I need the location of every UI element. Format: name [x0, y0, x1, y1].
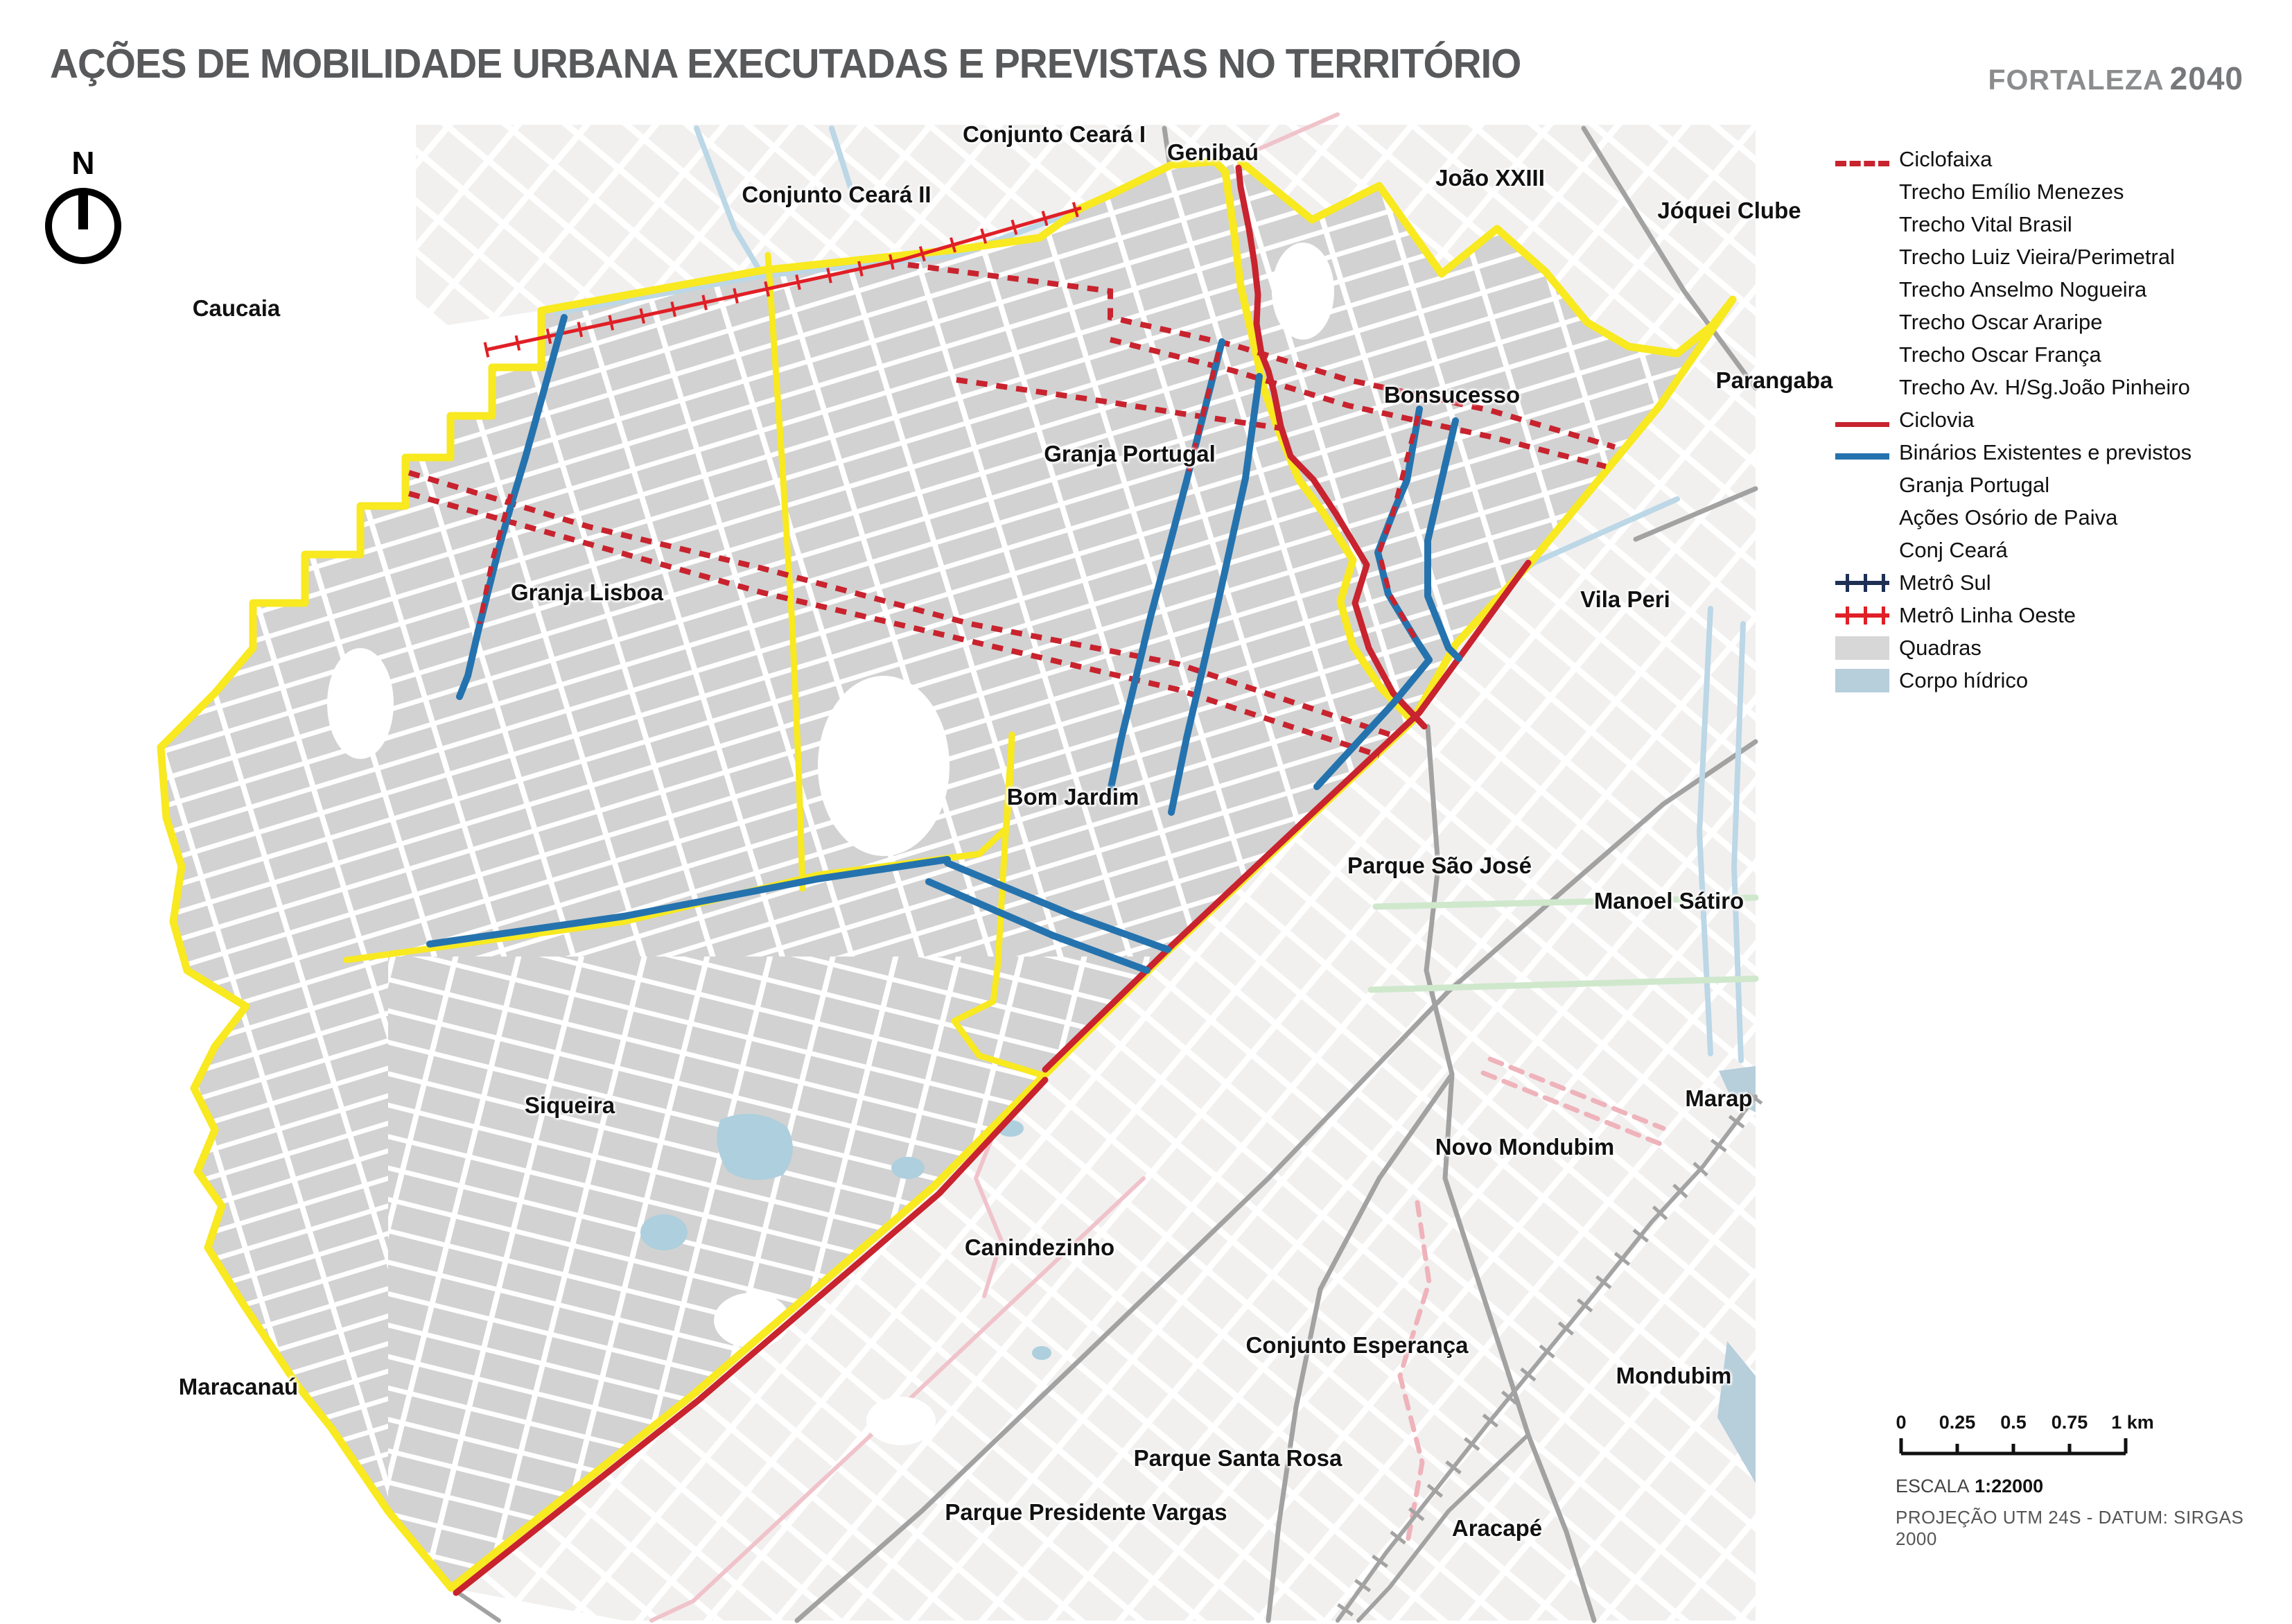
legend-row [1835, 143, 2279, 175]
legend-symbol-icon [1835, 311, 1889, 334]
legend-label: Conj Ceará [1899, 537, 2008, 562]
map-label: Parangaba [1715, 367, 1833, 393]
legend-symbol-icon [1835, 343, 1889, 367]
legend-row [1835, 403, 2279, 436]
legend-row [1835, 501, 2279, 534]
map-label: Parque Santa Rosa [1133, 1445, 1342, 1471]
map-label: Conjunto Ceará II [742, 182, 931, 207]
map-label: Siqueira [524, 1092, 615, 1118]
page-title: AÇÕES DE MOBILIDADE URBANA EXECUTADAS E PREVISTAS NO TERRITÓRIO [50, 41, 1521, 87]
map-label: Novo Mondubim [1435, 1134, 1615, 1160]
legend-label: Trecho Oscar Araripe [1899, 309, 2103, 334]
scalebar-graphic [1896, 1411, 2173, 1463]
map-label: Caucaia [192, 295, 281, 321]
legend-row [1835, 371, 2279, 403]
map-label: Genibaú [1166, 139, 1259, 165]
legend-row [1835, 566, 2279, 599]
legend-label: Trecho Emílio Menezes [1899, 179, 2124, 204]
legend-symbol-icon [1835, 669, 1889, 692]
legend-label: Trecho Oscar França [1899, 342, 2101, 367]
legend-row [1835, 534, 2279, 566]
legend-row [1835, 338, 2279, 371]
legend-row [1835, 208, 2279, 241]
legend-row [1835, 664, 2279, 697]
map-label: Jóquei Clube [1657, 198, 1801, 223]
compass-north-label: N [71, 145, 95, 181]
compass-icon [38, 179, 128, 269]
legend-row [1835, 175, 2279, 208]
legend-label: Metrô Linha Oeste [1899, 602, 2076, 627]
scale-tick-4: 1 km [2111, 1412, 2154, 1433]
legend-symbol-icon [1835, 245, 1889, 269]
scale-tick-0: 0 [1896, 1412, 1907, 1433]
legend-row [1835, 306, 2279, 338]
map-label: Aracapé [1451, 1515, 1543, 1541]
legend-label: Metrô Sul [1899, 570, 1991, 595]
legend-symbol-icon [1835, 422, 1889, 427]
legend-label: Trecho Luiz Vieira/Perimetral [1899, 244, 2175, 269]
scale-text [1896, 1476, 2284, 1497]
map-label: Vila Peri [1580, 586, 1670, 612]
map-label: Bom Jardim [1006, 784, 1139, 810]
legend-label: Corpo hídrico [1899, 667, 2029, 692]
legend-label: Trecho Vital Brasil [1899, 211, 2072, 236]
brand-name: FORTALEZA [1988, 64, 2164, 96]
legend-label: Ciclofaixa [1899, 146, 1993, 171]
map-label: Conjunto Esperança [1245, 1332, 1469, 1358]
legend-symbol-icon [1835, 571, 1889, 595]
legend-symbol-icon [1835, 376, 1889, 399]
map-label: Granja Portugal [1044, 441, 1216, 466]
scale-tick-1: 0.25 [1939, 1412, 1976, 1433]
legend-row [1835, 631, 2279, 664]
projection-text: PROJEÇÃO UTM 24S - DATUM: SIRGAS 2000 [1896, 1507, 2244, 1549]
legend-row [1835, 273, 2279, 306]
legend-label: Ciclovia [1899, 407, 1975, 432]
legend-label: Binários Existentes e previstos [1899, 439, 2192, 464]
map-label: Maracanaú [178, 1374, 299, 1399]
map-label: Bonsucesso [1383, 382, 1521, 408]
legend-row [1835, 436, 2279, 469]
scale-value: 1:22000 [1975, 1476, 2044, 1496]
map-label: Parque Presidente Vargas [945, 1499, 1227, 1525]
scalebar [1896, 1411, 2284, 1550]
legend-symbol-icon [1835, 473, 1889, 497]
legend-symbol-icon [1835, 506, 1889, 530]
scale-tick-3: 0.75 [2051, 1412, 2088, 1433]
legend-symbol-icon [1835, 636, 1889, 660]
legend-symbol-icon [1835, 453, 1889, 460]
brand-year: 2040 [2169, 60, 2243, 96]
scale-tick-2: 0.5 [2000, 1412, 2027, 1433]
legend-label: Trecho Anselmo Nogueira [1899, 277, 2147, 302]
map-label: João XXIII [1435, 165, 1545, 191]
legend-row [1835, 599, 2279, 631]
legend-label: Ações Osório de Paiva [1899, 505, 2118, 530]
map-label: Mondubim [1616, 1363, 1732, 1388]
legend-symbol-icon [1835, 539, 1889, 562]
map-label: Granja Lisboa [510, 579, 664, 605]
map-label: Parque São José [1347, 853, 1532, 878]
map-label: Marap [1685, 1085, 1753, 1111]
scale-label: ESCALA [1896, 1476, 1970, 1496]
map-label: Manoel Sátiro [1593, 888, 1744, 914]
legend-row [1835, 241, 2279, 273]
legend-symbol-icon [1835, 161, 1889, 166]
map-label: Conjunto Ceará I [962, 121, 1146, 147]
legend-label: Granja Portugal [1899, 472, 2050, 497]
legend-row [1835, 469, 2279, 501]
brand [1988, 60, 2243, 97]
legend-label: Trecho Av. H/Sg.João Pinheiro [1899, 374, 2190, 399]
legend-symbol-icon [1835, 278, 1889, 302]
legend-label: Quadras [1899, 635, 1982, 660]
map-label: Canindezinho [964, 1234, 1115, 1260]
legend-symbol-icon [1835, 180, 1889, 204]
compass [38, 147, 128, 279]
legend-symbol-icon [1835, 604, 1889, 627]
legend-symbol-icon [1835, 213, 1889, 236]
legend [1835, 143, 2279, 697]
